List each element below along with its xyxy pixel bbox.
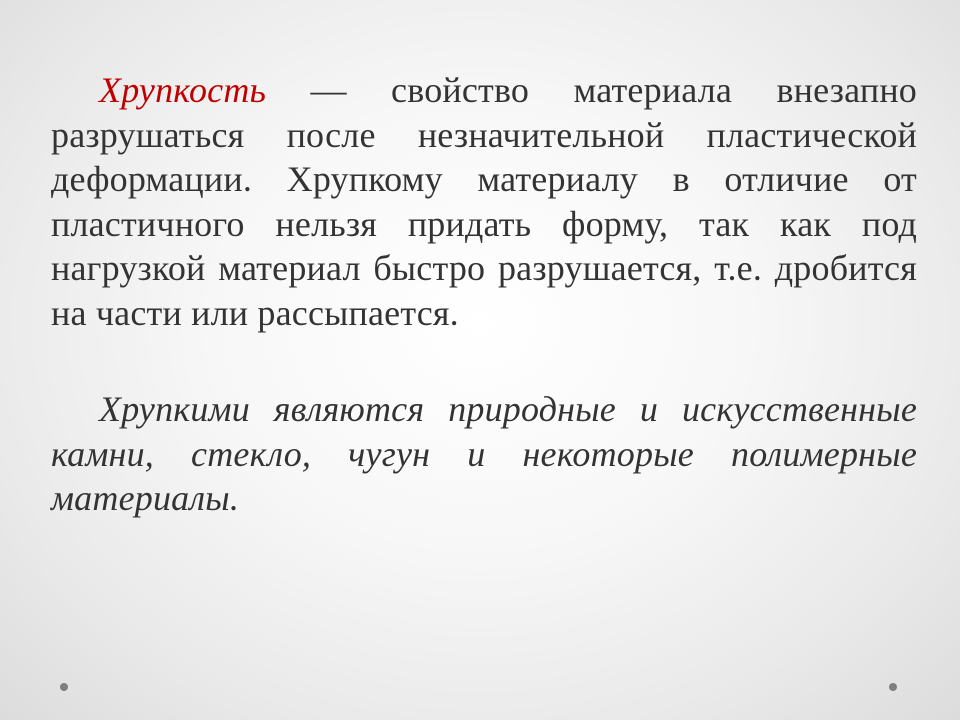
decorative-dot-right <box>889 683 897 691</box>
term-brittleness: Хрупкость <box>99 70 267 110</box>
definition-paragraph <box>51 68 917 335</box>
slide-body <box>51 68 917 521</box>
decorative-dot-left <box>60 683 68 691</box>
definition-text: — свойство материала внезапно разрушаться после незначительной пластической деформации. Хрупкому материалу в отличие от пластичного нельзя придать форму, так как под нагрузкой материал быстро разрушается, т.е. дробится на части или рассыпается. <box>51 70 917 333</box>
examples-paragraph: Хрупкими являются природные и искусственные камни, стекло, чугун и некоторые полимерные материалы. <box>51 389 917 518</box>
